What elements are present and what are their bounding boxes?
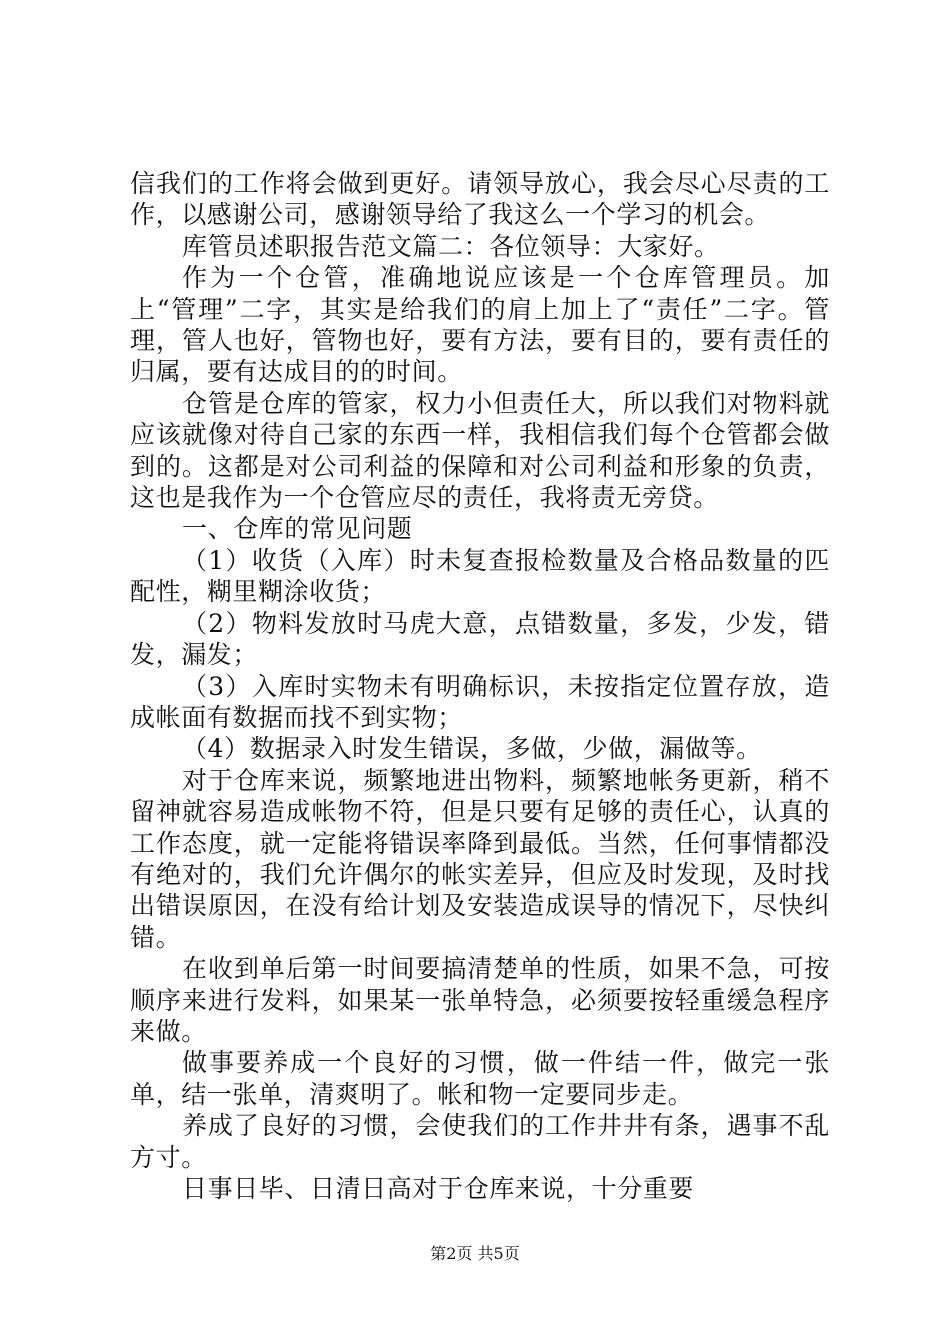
- page-footer: 第2页 共5页: [430, 1244, 520, 1263]
- paragraph: 做事要养成一个良好的习惯，做一件结一件，做完一张单，结一张单，清爽明了。帐和物一定要同步走。: [130, 1048, 830, 1109]
- list-item: （1）收货（入库）时未复查报检数量及合格品数量的匹配性，糊里糊涂收货；: [130, 545, 830, 607]
- paragraph: 对于仓库来说，频繁地进出物料，频繁地帐务更新，稍不留神就容易造成帐物不符，但是只要有足够的责任心，认真的工作态度，就一定能将错误率降到最低。当然，任何事情都没有绝对的，我们允许偶尔的帐实差异，但应及时发现，及时找出错误原因，在没有给计划及安装造成误导的情况下，尽快纠错。: [130, 765, 830, 952]
- list-item: （4）数据录入时发生错误，多做，少做，漏做等。: [182, 734, 762, 764]
- document-body: [130, 168, 830, 1204]
- paragraph: 在收到单后第一时间要搞清楚单的性质，如果不急，可按顺序来进行发料，如果某一张单特急，必须要按轻重缓急程序来做。: [130, 954, 830, 1046]
- list-item: （3）入库时实物未有明确标识，未按指定位置存放，造成帐面有数据而找不到实物；: [130, 671, 830, 732]
- paragraph: 库管员述职报告范文篇二：各位领导：大家好。: [182, 231, 720, 261]
- paragraph: 仓管是仓库的管家，权力小但责任大，所以我们对物料就应该就像对待自己家的东西一样，我相信我们每个仓管都会做到的。这都是对公司利益的保障和对公司利益和形象的负责，这也是我作为一个仓管应尽的责任，我将责无旁贷。: [130, 388, 830, 513]
- paragraph: 作为一个仓管，准确地说应该是一个仓库管理员。加上“管理”二字，其实是给我们的肩上加上了“责任”二字。管理，管人也好，管物也好，要有方法，要有目的，要有责任的归属，要有达成目的的时间。: [130, 263, 830, 387]
- paragraph: 养成了良好的习惯，会使我们的工作井井有条，遇事不乱方寸。: [130, 1111, 830, 1172]
- paragraph: 日事日毕、日清日高对于仓库来说，十分重要: [182, 1174, 695, 1203]
- section-heading: 一、仓库的常见问题: [182, 514, 413, 544]
- list-item: （2）物料发放时马虎大意，点错数量，多发，少发，错发，漏发；: [130, 608, 830, 670]
- paragraph: 信我们的工作将会做到更好。请领导放心，我会尽心尽责的工作，以感谢公司，感谢领导给了我这么一个学习的机会。: [130, 169, 830, 230]
